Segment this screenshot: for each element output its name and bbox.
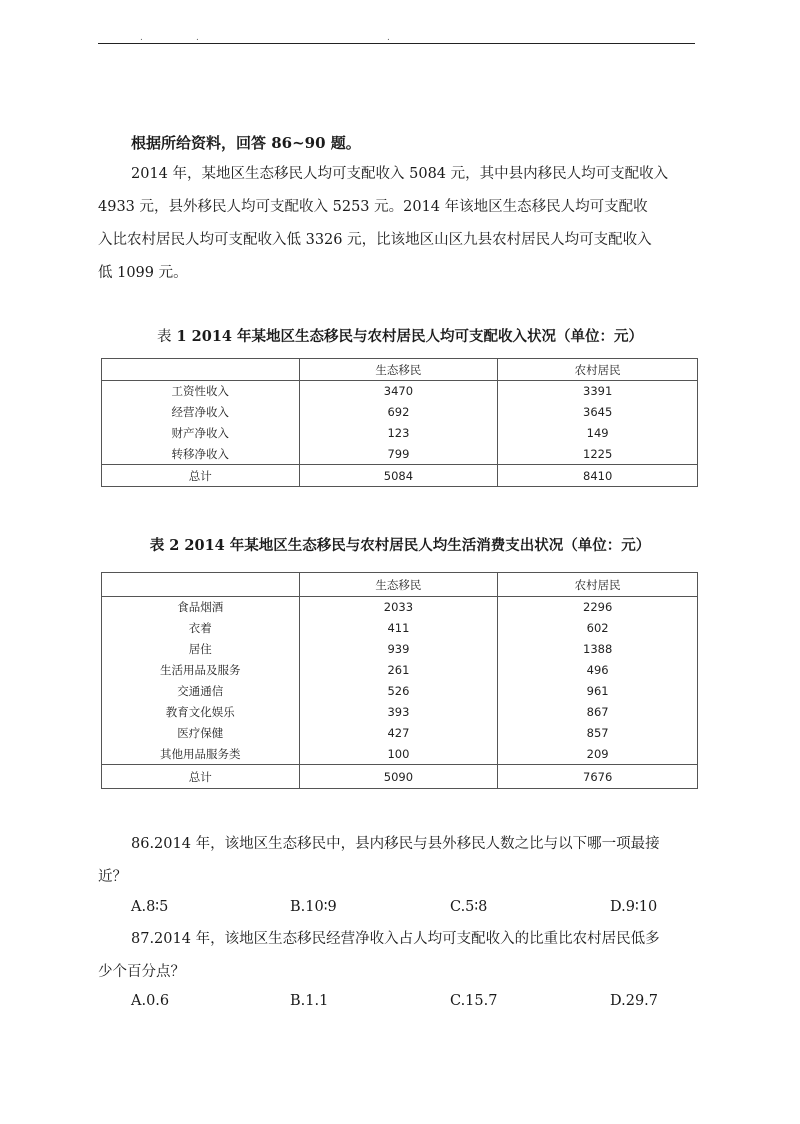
row-label: 经营净收入 <box>102 402 300 423</box>
table-row <box>102 381 698 402</box>
row-value: 3645 <box>498 402 698 423</box>
row-value: 3470 <box>299 381 498 402</box>
row-value: 427 <box>299 723 498 744</box>
row-label: 工资性收入 <box>102 381 300 402</box>
option-c[interactable]: C.15.7 <box>450 993 498 1009</box>
row-value: 393 <box>299 702 498 723</box>
table-header-cell <box>102 359 300 381</box>
expenditure-table <box>101 572 698 789</box>
total-value: 5090 <box>299 765 498 789</box>
table-row <box>102 744 698 765</box>
row-label: 转移净收入 <box>102 444 300 465</box>
row-value: 2033 <box>299 597 498 618</box>
table-header-cell: 农村居民 <box>498 573 698 597</box>
table-total-row <box>102 465 698 487</box>
option-a[interactable]: A.0.6 <box>131 993 170 1009</box>
question-stem-continued: 少个百分点？ <box>98 964 185 980</box>
row-value: 939 <box>299 639 498 660</box>
table-header-cell: 农村居民 <box>498 359 698 381</box>
table-row <box>102 402 698 423</box>
total-label: 总计 <box>102 465 300 487</box>
table-total-row <box>102 765 698 789</box>
row-label: 教育文化娱乐 <box>102 702 300 723</box>
option-d[interactable]: D.29.7 <box>610 993 659 1009</box>
row-value: 123 <box>299 423 498 444</box>
row-value: 261 <box>299 660 498 681</box>
row-label: 财产净收入 <box>102 423 300 444</box>
total-value: 5084 <box>299 465 498 487</box>
row-label: 生活用品及服务 <box>102 660 300 681</box>
option-b[interactable]: B.1.1 <box>290 993 329 1009</box>
row-value: 867 <box>498 702 698 723</box>
paragraph-line: 入比农村居民人均可支配收入低 3326 元，比该地区山区九县农村居民人均可支配收入 <box>98 232 652 248</box>
question-86 <box>98 828 698 894</box>
table-row <box>102 702 698 723</box>
header-mark: . <box>196 33 199 43</box>
income-table <box>101 358 698 487</box>
table-header-cell: 生态移民 <box>299 573 498 597</box>
table1-caption-text: 1 2014 年某地区生态移民与农村居民人均可支配收入状况（单位：元） <box>176 328 644 345</box>
table-row <box>102 444 698 465</box>
header-rule <box>98 43 695 44</box>
header-mark: . <box>387 33 390 43</box>
total-value: 8410 <box>498 465 698 487</box>
row-value: 3391 <box>498 381 698 402</box>
table-row <box>102 681 698 702</box>
total-value: 7676 <box>498 765 698 789</box>
question-prompt: 根据所给资料，回答 86~90 题。 <box>131 134 361 152</box>
table2-caption: 表 2 2014 年某地区生态移民与农村居民人均生活消费支出状况（单位：元） <box>149 537 651 554</box>
paragraph-line: 低 1099 元。 <box>98 265 188 281</box>
paragraph-line: 4933 元，县外移民人均可支配收入 5253 元。2014 年该地区生态移民人均可支配收 <box>98 199 648 215</box>
row-label: 医疗保健 <box>102 723 300 744</box>
question-87 <box>98 923 698 989</box>
row-value: 526 <box>299 681 498 702</box>
table1-caption <box>0 325 800 346</box>
row-value: 100 <box>299 744 498 765</box>
question-stem-continued: 近？ <box>98 869 127 885</box>
table-header-cell: 生态移民 <box>299 359 498 381</box>
question-stem: 87.2014 年，该地区生态移民经营净收入占人均可支配收入的比重比农村居民低多 <box>131 931 660 947</box>
row-value: 1388 <box>498 639 698 660</box>
row-value: 799 <box>299 444 498 465</box>
table-row <box>102 618 698 639</box>
table1-caption-prefix: 表 <box>156 329 172 345</box>
row-value: 857 <box>498 723 698 744</box>
table-row <box>102 597 698 618</box>
question-stem: 86.2014 年，该地区生态移民中，县内移民与县外移民人数之比与以下哪一项最接 <box>131 836 660 852</box>
row-value: 2296 <box>498 597 698 618</box>
row-value: 496 <box>498 660 698 681</box>
header-mark: . <box>140 33 143 43</box>
total-label: 总计 <box>102 765 300 789</box>
table-row <box>102 660 698 681</box>
option-c[interactable]: C.5∶8 <box>450 899 488 915</box>
row-value: 1225 <box>498 444 698 465</box>
row-label: 其他用品服务类 <box>102 744 300 765</box>
row-label: 交通通信 <box>102 681 300 702</box>
row-value: 411 <box>299 618 498 639</box>
row-value: 692 <box>299 402 498 423</box>
option-a[interactable]: A.8∶5 <box>131 899 169 915</box>
row-value: 149 <box>498 423 698 444</box>
row-value: 602 <box>498 618 698 639</box>
table-header-cell <box>102 573 300 597</box>
row-value: 961 <box>498 681 698 702</box>
table-row <box>102 639 698 660</box>
row-label: 食品烟酒 <box>102 597 300 618</box>
option-b[interactable]: B.10∶9 <box>290 899 337 915</box>
row-label: 衣着 <box>102 618 300 639</box>
table-row <box>102 723 698 744</box>
paragraph-line: 2014 年，某地区生态移民人均可支配收入 5084 元，其中县内移民人均可支配收入 <box>131 166 669 182</box>
row-label: 居住 <box>102 639 300 660</box>
option-d[interactable]: D.9∶10 <box>610 899 658 915</box>
row-value: 209 <box>498 744 698 765</box>
material-paragraph <box>98 158 698 290</box>
table-row <box>102 423 698 444</box>
